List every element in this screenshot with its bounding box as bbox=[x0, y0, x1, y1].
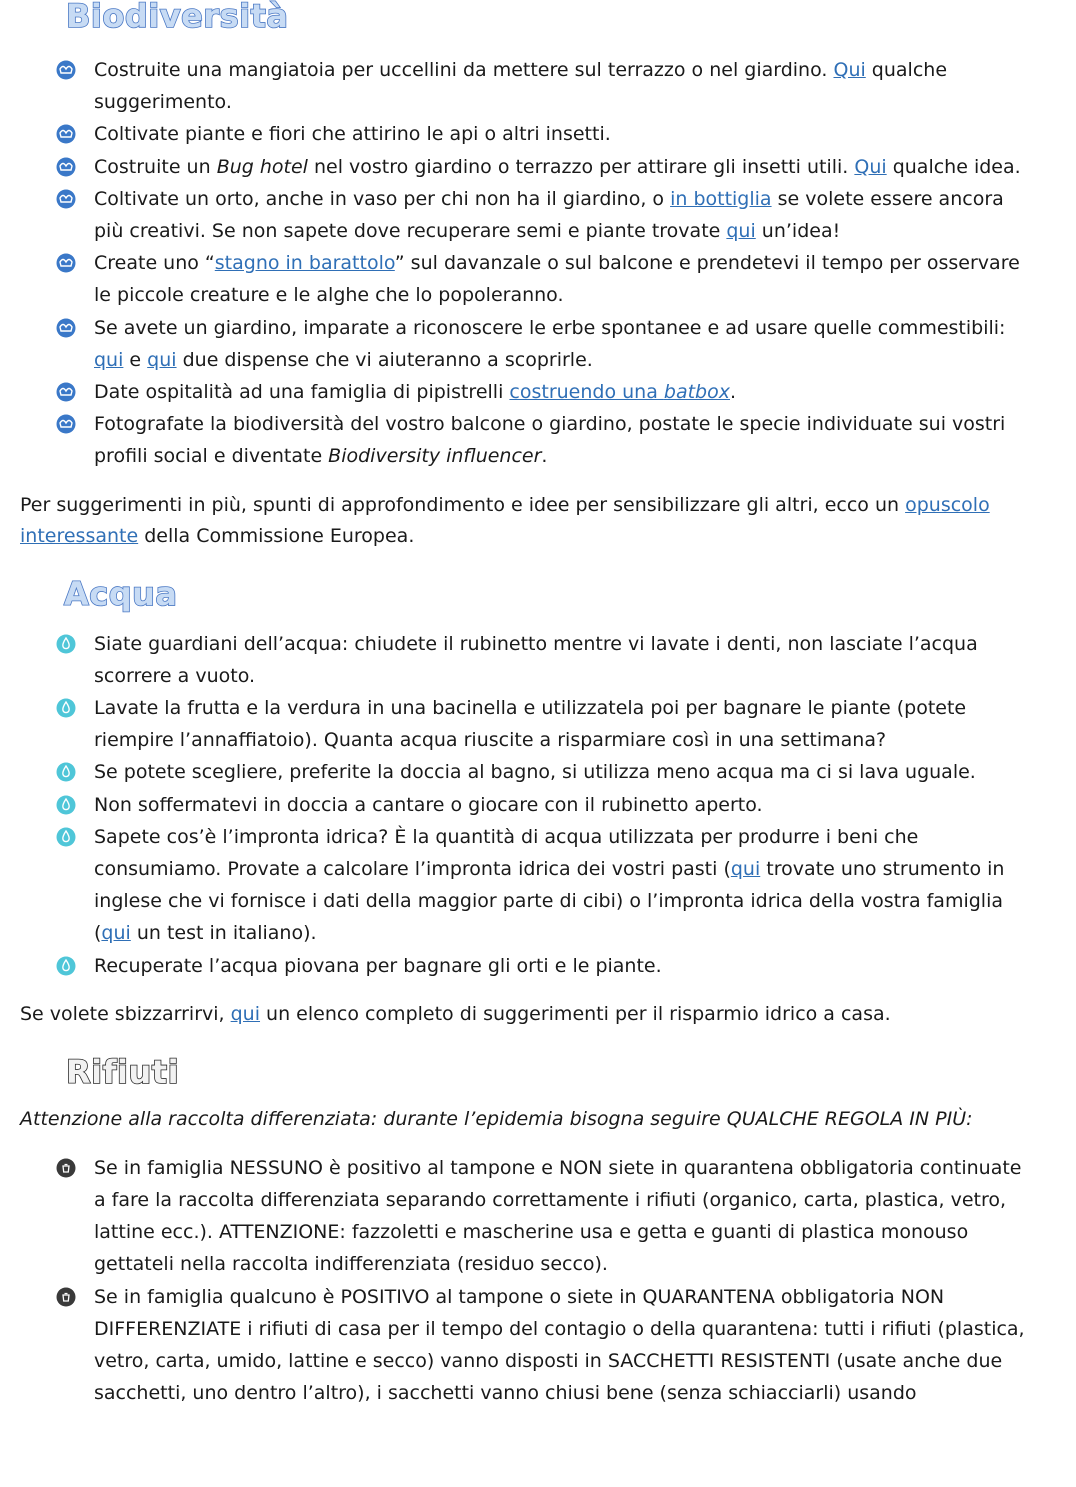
list-item: Se avete un giardino, imparate a riconoscere le erbe spontanee e ad usare quelle commestibili: qui e qui due dispense che vi aiuteranno a scoprirle. bbox=[20, 312, 1034, 376]
list-item: Siate guardiani dell’acqua: chiudete il rubinetto mentre vi lavate i denti, non lasciate l’acqua scorrere a vuoto. bbox=[20, 628, 1034, 692]
list-item: Sapete cos’è l’impronta idrica? È la quantità di acqua utilizzata per produrre i beni che consumiamo. Provate a calcolare l’impronta idrica dei vostri pasti (qui trovate uno strumento in inglese che vi fornisce i dati della maggior parte di cibi) o l’impronta idrica della vostra famiglia (qui un test in italiano). bbox=[20, 821, 1034, 950]
link-qui[interactable]: qui bbox=[726, 220, 756, 243]
list-item: Date ospitalità ad una famiglia di pipistrelli costruendo una batbox. bbox=[20, 376, 1034, 408]
link-qui[interactable]: qui bbox=[101, 922, 131, 945]
plant-bullet-icon bbox=[56, 189, 76, 209]
list-rifiuti bbox=[20, 1152, 1034, 1410]
list-acqua bbox=[20, 628, 1034, 982]
link-qui[interactable]: Qui bbox=[854, 155, 887, 178]
list-item: Lavate la frutta e la verdura in una bacinella e utilizzatela poi per bagnare le piante (potete riempire l’annaffiatoio). Quanta acqua riuscite a risparmiare così in una settimana? bbox=[20, 692, 1034, 756]
link-qui[interactable]: qui bbox=[94, 348, 124, 371]
plant-bullet-icon bbox=[56, 124, 76, 144]
trash-bullet-icon bbox=[56, 1287, 76, 1307]
link-opuscolo-interessante[interactable]: opuscolo interessante bbox=[20, 493, 990, 547]
heading-rifiuti: Rifiuti bbox=[66, 1052, 180, 1091]
water-drop-bullet-icon bbox=[56, 795, 76, 815]
link-qui[interactable]: qui bbox=[147, 348, 177, 371]
list-item: Se potete scegliere, preferite la doccia al bagno, si utilizza meno acqua ma ci si lava uguale. bbox=[20, 756, 1034, 788]
plant-bullet-icon bbox=[56, 157, 76, 177]
paragraph-acqua-footer: Se volete sbizzarrirvi, qui un elenco completo di suggerimenti per il risparmio idrico a casa. bbox=[20, 1002, 891, 1025]
heading-biodiversita: Biodiversità bbox=[66, 0, 289, 35]
link-in-bottiglia[interactable]: in bottiglia bbox=[670, 187, 772, 210]
list-item: Costruite un Bug hotel nel vostro giardino o terrazzo per attirare gli insetti utili. Qui qualche idea. bbox=[20, 151, 1034, 183]
paragraph-rifiuti-intro: Attenzione alla raccolta differenziata: durante l’epidemia bisogna seguire QUALCHE REGOLA IN PIÙ: bbox=[20, 1107, 973, 1130]
list-item: Costruite una mangiatoia per uccellini da mettere sul terrazzo o nel giardino. Qui qualche suggerimento. bbox=[20, 54, 1034, 118]
link-qui[interactable]: Qui bbox=[833, 59, 866, 81]
list-item: Coltivate piante e fiori che attirino le api o altri insetti. bbox=[20, 118, 1034, 150]
water-drop-bullet-icon bbox=[56, 698, 76, 718]
link-qui[interactable]: qui bbox=[230, 1002, 261, 1025]
paragraph-biodiversita-footer: Per suggerimenti in più, spunti di approfondimento e idee per sensibilizzare gli altri, ecco un opuscolo interessante della Commissione Europea. bbox=[20, 493, 990, 547]
link-qui[interactable]: qui bbox=[730, 858, 761, 881]
list-item: Fotografate la biodiversità del vostro balcone o giardino, postate le specie individuate sui vostri profili social e diventate Biodiversity influencer. bbox=[20, 408, 1034, 472]
list-biodiversita bbox=[20, 54, 1034, 473]
water-drop-bullet-icon bbox=[56, 762, 76, 782]
list-item: Se in famiglia NESSUNO è positivo al tampone e NON siete in quarantena obbligatoria continuate a fare la raccolta differenziata separando correttamente i rifiuti (organico, carta, plastica, vetro, lattine ecc.). ATTENZIONE: fazzoletti e mascherine usa e getta e guanti di plastica monouso gettateli nella raccolta indifferenziata (residuo secco). bbox=[20, 1152, 1034, 1281]
plant-bullet-icon bbox=[56, 253, 76, 273]
trash-bullet-icon bbox=[56, 1158, 76, 1178]
list-item: Coltivate un orto, anche in vaso per chi non ha il giardino, o in bottiglia se volete essere ancora più creativi. Se non sapete dove recuperare semi e piante trovate qui un’idea! bbox=[20, 183, 1034, 247]
link-costruendo-batbox[interactable]: costruendo una batbox bbox=[509, 381, 730, 404]
water-drop-bullet-icon bbox=[56, 956, 76, 976]
plant-bullet-icon bbox=[56, 60, 76, 80]
water-drop-bullet-icon bbox=[56, 634, 76, 654]
water-drop-bullet-icon bbox=[56, 827, 76, 847]
heading-acqua: Acqua bbox=[64, 574, 178, 613]
list-item: Se in famiglia qualcuno è POSITIVO al tampone o siete in QUARANTENA obbligatoria NON DIFFERENZIATE i rifiuti di casa per il tempo del contagio o della quarantena: tutti i rifiuti (plastica, vetro, carta, umido, lattine e secco) vanno disposti in SACCHETTI RESISTENTI (usate anche due sacchetti, uno dentro l’altro), i sacchetti vanno chiusi bene (senza schiacciarli) usando bbox=[20, 1281, 1034, 1410]
list-item: Recuperate l’acqua piovana per bagnare gli orti e le piante. bbox=[20, 950, 1034, 982]
list-item: Create uno “stagno in barattolo” sul davanzale o sul balcone e prendetevi il tempo per osservare le piccole creature e le alghe che lo popoleranno. bbox=[20, 247, 1034, 311]
plant-bullet-icon bbox=[56, 318, 76, 338]
link-stagno-in-barattolo[interactable]: stagno in barattolo bbox=[214, 252, 395, 275]
plant-bullet-icon bbox=[56, 414, 76, 434]
plant-bullet-icon bbox=[56, 382, 76, 402]
list-item: Non soffermatevi in doccia a cantare o giocare con il rubinetto aperto. bbox=[20, 789, 1034, 821]
